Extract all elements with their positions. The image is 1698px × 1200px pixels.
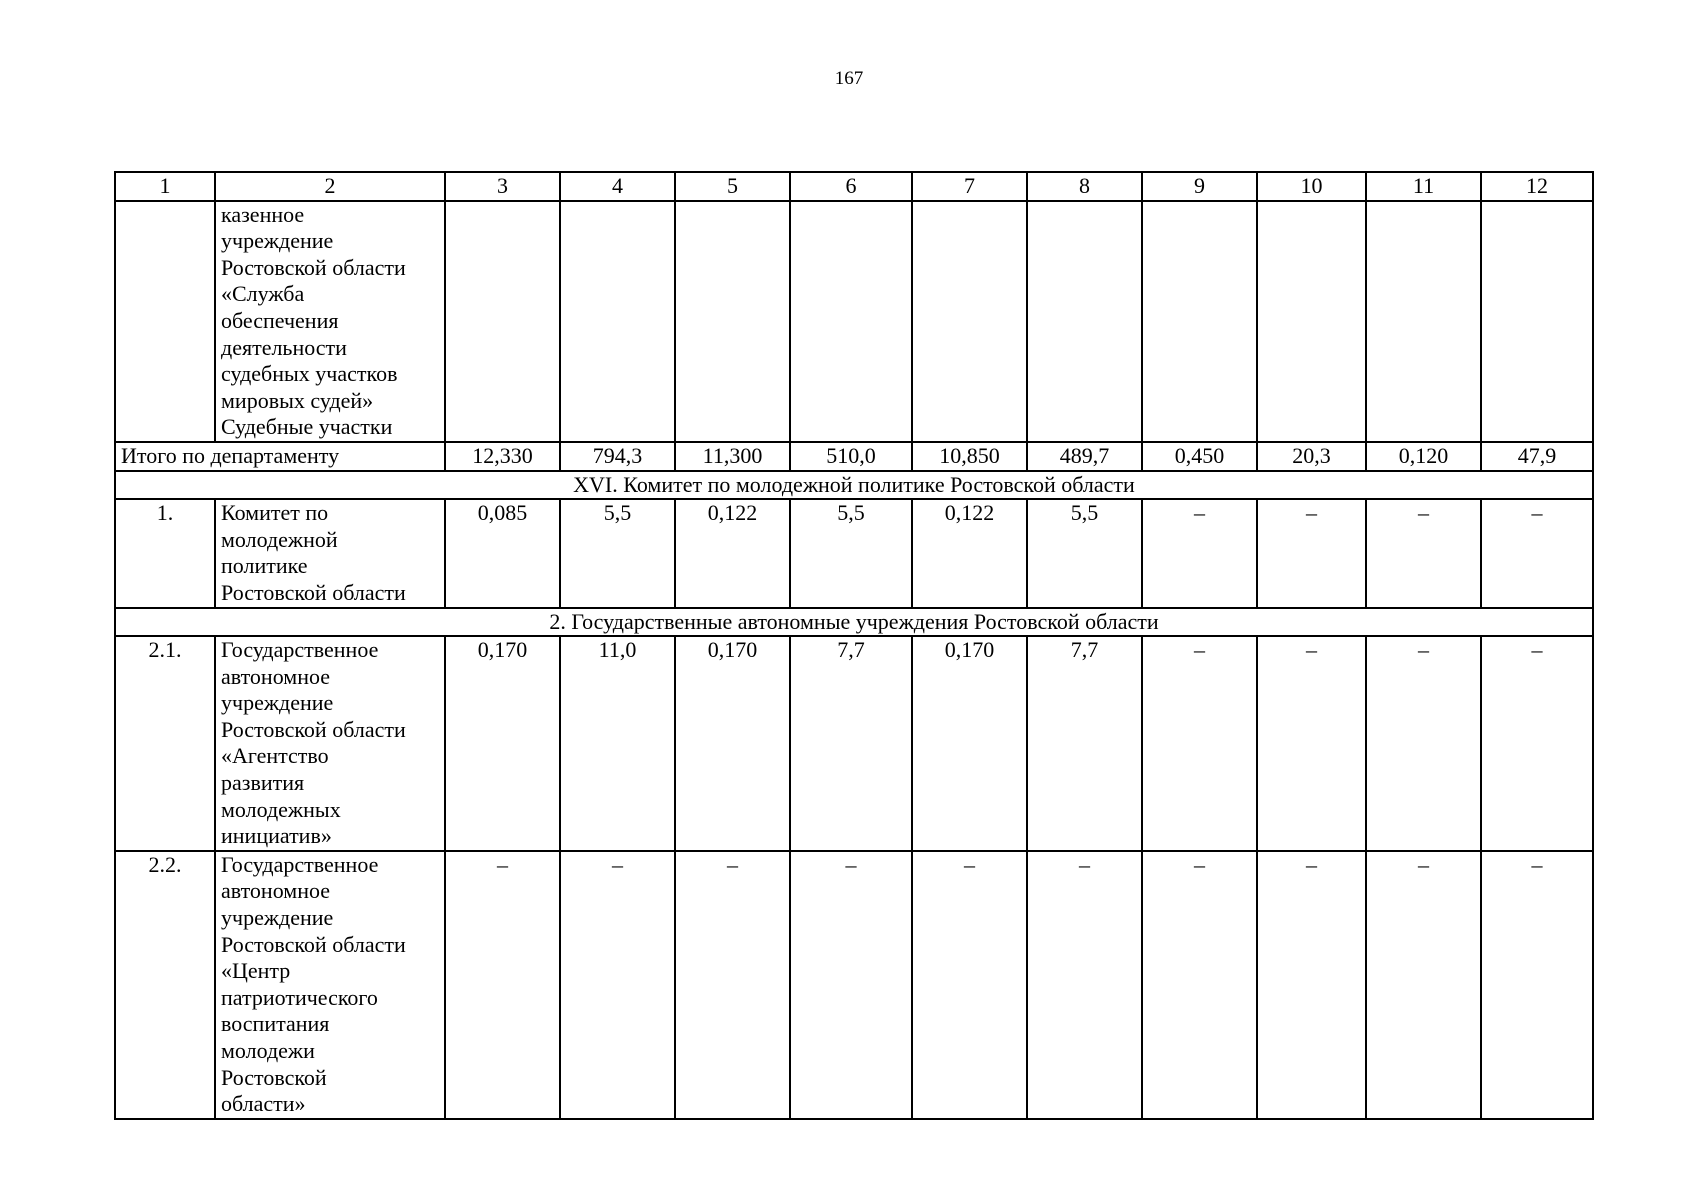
total-value: 0,120 xyxy=(1366,442,1481,471)
column-header: 7 xyxy=(912,172,1027,201)
value-cell: 0,170 xyxy=(675,636,790,851)
total-value: 510,0 xyxy=(790,442,912,471)
column-header: 12 xyxy=(1481,172,1593,201)
section-heading: XVI. Комитет по молодежной политике Ростовской области xyxy=(115,471,1593,500)
value-cell: 0,122 xyxy=(912,499,1027,607)
value-cell: 5,5 xyxy=(1027,499,1142,607)
value-cell: – xyxy=(1257,851,1366,1119)
value-cell: – xyxy=(1366,636,1481,851)
page-number: 167 xyxy=(834,68,864,89)
value-cell xyxy=(1481,201,1593,442)
value-cell: – xyxy=(1257,636,1366,851)
table-row xyxy=(115,851,1593,1119)
value-cell: 0,085 xyxy=(445,499,560,607)
value-cell: – xyxy=(1481,499,1593,607)
column-header: 11 xyxy=(1366,172,1481,201)
value-cell: – xyxy=(560,851,675,1119)
organization-name: Государственное автономное учреждение Ростовской области «Центр патриотического воспитания молодежи Ростовской области» xyxy=(215,851,445,1119)
value-cell: – xyxy=(1142,636,1257,851)
value-cell xyxy=(445,201,560,442)
organization-name: Комитет по молодежной политике Ростовской области xyxy=(215,499,445,607)
column-header: 10 xyxy=(1257,172,1366,201)
value-cell: – xyxy=(1366,499,1481,607)
total-row xyxy=(115,442,1593,471)
value-cell: 0,170 xyxy=(445,636,560,851)
value-cell xyxy=(675,201,790,442)
value-cell xyxy=(560,201,675,442)
total-label: Итого по департаменту xyxy=(115,442,445,471)
value-cell: 0,170 xyxy=(912,636,1027,851)
column-header: 8 xyxy=(1027,172,1142,201)
value-cell xyxy=(1257,201,1366,442)
column-header: 9 xyxy=(1142,172,1257,201)
table-row xyxy=(115,201,1593,442)
total-value: 11,300 xyxy=(675,442,790,471)
value-cell: 7,7 xyxy=(790,636,912,851)
table-row xyxy=(115,499,1593,607)
value-cell: – xyxy=(1366,851,1481,1119)
section-row xyxy=(115,608,1593,637)
row-number: 2.2. xyxy=(115,851,215,1119)
value-cell xyxy=(1142,201,1257,442)
total-value: 12,330 xyxy=(445,442,560,471)
total-value: 10,850 xyxy=(912,442,1027,471)
column-header: 4 xyxy=(560,172,675,201)
row-number: 2.1. xyxy=(115,636,215,851)
value-cell: – xyxy=(675,851,790,1119)
total-value: 489,7 xyxy=(1027,442,1142,471)
total-value: 794,3 xyxy=(560,442,675,471)
value-cell: – xyxy=(1257,499,1366,607)
value-cell: 5,5 xyxy=(560,499,675,607)
row-number: 1. xyxy=(115,499,215,607)
section-heading: 2. Государственные автономные учреждения Ростовской области xyxy=(115,608,1593,637)
section-row xyxy=(115,471,1593,500)
value-cell: 7,7 xyxy=(1027,636,1142,851)
column-header: 5 xyxy=(675,172,790,201)
organization-name: казенное учреждение Ростовской области «Служба обеспечения деятельности судебных участков мировых судей» Судебные участки xyxy=(215,201,445,442)
value-cell: – xyxy=(912,851,1027,1119)
total-value: 47,9 xyxy=(1481,442,1593,471)
organization-name: Государственное автономное учреждение Ростовской области «Агентство развития молодежных инициатив» xyxy=(215,636,445,851)
value-cell: – xyxy=(1142,851,1257,1119)
value-cell xyxy=(790,201,912,442)
value-cell xyxy=(912,201,1027,442)
value-cell: 0,122 xyxy=(675,499,790,607)
value-cell: – xyxy=(1481,636,1593,851)
column-header: 6 xyxy=(790,172,912,201)
value-cell xyxy=(1027,201,1142,442)
value-cell: 11,0 xyxy=(560,636,675,851)
value-cell: – xyxy=(1142,499,1257,607)
value-cell: 5,5 xyxy=(790,499,912,607)
row-number xyxy=(115,201,215,442)
column-header: 1 xyxy=(115,172,215,201)
value-cell: – xyxy=(445,851,560,1119)
table-row xyxy=(115,636,1593,851)
data-table xyxy=(114,171,1594,1120)
column-number-row xyxy=(115,172,1593,201)
value-cell: – xyxy=(1481,851,1593,1119)
total-value: 0,450 xyxy=(1142,442,1257,471)
value-cell: – xyxy=(1027,851,1142,1119)
value-cell: – xyxy=(790,851,912,1119)
total-value: 20,3 xyxy=(1257,442,1366,471)
value-cell xyxy=(1366,201,1481,442)
column-header: 2 xyxy=(215,172,445,201)
column-header: 3 xyxy=(445,172,560,201)
